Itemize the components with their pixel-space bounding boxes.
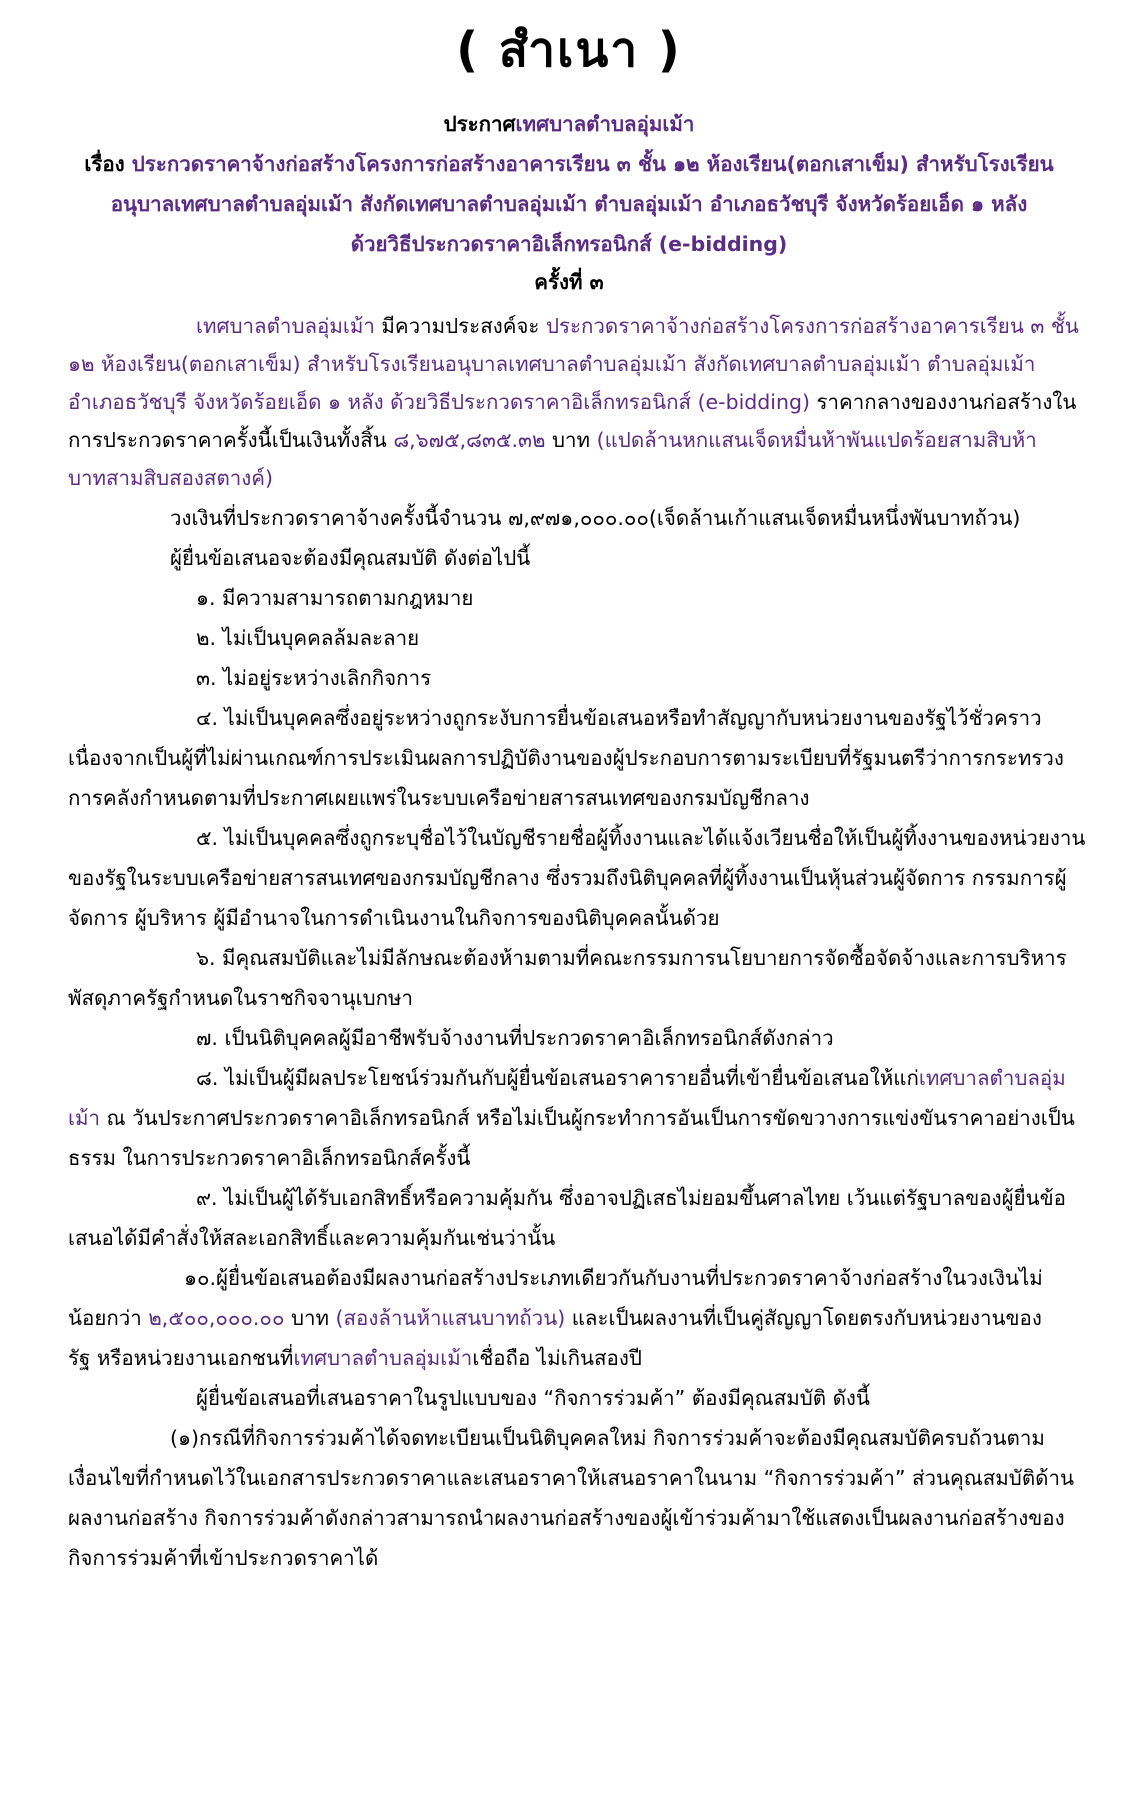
- joint-venture-item-1-cont: ผลงานก่อสร้าง กิจการร่วมค้าดังกล่าวสามารถนำผลงานก่อสร้างของผู้เข้าร่วมค้ามาใช้แสดงเป็นผลงานก่อสร้างของ: [68, 1506, 1065, 1530]
- item-5-cont: จัดการ ผู้บริหาร ผู้มีอำนาจในการดำเนินงานในกิจการของนิติบุคคลนั้นด้วย: [68, 906, 720, 930]
- item-10-cont: น้อยกว่า ๒,๕๐๐,๐๐๐.๐๐ บาท (สองล้านห้าแสนบาทถ้วน) และเป็นผลงานที่เป็นคู่สัญญาโดยตรงกับหน่วยงานของ: [68, 1306, 1042, 1330]
- round-number: ครั้งที่ ๓: [534, 270, 604, 294]
- item-5-cont: ของรัฐในระบบเครือข่ายสารสนเทศของกรมบัญชีกลาง ซึ่งรวมถึงนิติบุคคลที่ผู้ทิ้งงานเป็นหุ้นส่วนผู้จัดการ กรรมการผู้: [68, 866, 1067, 890]
- item-10-cont: รัฐ หรือหน่วยงานเอกชนที่เทศบาลตำบลอุ่มเม้าเชื่อถือ ไม่เกินสองปี: [68, 1346, 642, 1370]
- item-4: ๔. ไม่เป็นบุคคลซึ่งอยู่ระหว่างถูกระงับการยื่นข้อเสนอหรือทำสัญญากับหน่วยงานของรัฐไว้ชั่วคราว: [196, 706, 1042, 730]
- intro-line: อำเภอธวัชบุรี จังหวัดร้อยเอ็ด ๑ หลัง ด้วยวิธีประกวดราคาอิเล็กทรอนิกส์ (e-bidding) ราคากลางของงานก่อสร้างใน: [68, 390, 1077, 414]
- joint-venture-item-1-cont: เงื่อนไขที่กำหนดไว้ในเอกสารประกวดราคาและเสนอราคาให้เสนอราคาในนาม “กิจการร่วมค้า” ส่วนคุณสมบัติด้าน: [68, 1466, 1074, 1490]
- item-5: ๕. ไม่เป็นบุคคลซึ่งถูกระบุชื่อไว้ในบัญชีรายชื่อผู้ทิ้งงานและได้แจ้งเวียนชื่อให้เป็นผู้ทิ้งงานของหน่วยงาน: [196, 826, 1086, 850]
- joint-venture-item-1-cont: กิจการร่วมค้าที่เข้าประกวดราคาได้: [68, 1546, 379, 1570]
- item-6-cont: พัสดุภาครัฐกำหนดในราชกิจจานุเบกษา: [68, 986, 414, 1010]
- item-9-cont: เสนอได้มีคำสั่งให้สละเอกสิทธิ์และความคุ้มกันเช่นว่านั้น: [68, 1226, 556, 1250]
- item-7: ๗. เป็นนิติบุคคลผู้มีอาชีพรับจ้างงานที่ประกวดราคาอิเล็กทรอนิกส์ดังกล่าว: [196, 1026, 834, 1050]
- copy-stamp: ( สำเนา ): [456, 22, 682, 78]
- intro-line: เทศบาลตำบลอุ่มเม้า มีความประสงค์จะ ประกวดราคาจ้างก่อสร้างโครงการก่อสร้างอาคารเรียน ๓ ชั้น: [196, 314, 1079, 338]
- item-1: ๑. มีความสามารถตามกฎหมาย: [196, 586, 474, 610]
- subject-line: เรื่อง ประกวดราคาจ้างก่อสร้างโครงการก่อสร้างอาคารเรียน ๓ ชั้น ๑๒ ห้องเรียน(ตอกเสาเข็ม) สำหรับโรงเรียน: [84, 152, 1054, 176]
- qualification-intro: ผู้ยื่นข้อเสนอจะต้องมีคุณสมบัติ ดังต่อไปนี้: [170, 546, 531, 570]
- intro-line: การประกวดราคาครั้งนี้เป็นเงินทั้งสิ้น ๘,๖๗๕,๘๓๕.๓๒ บาท (แปดล้านหกแสนเจ็ดหมื่นห้าพันแปดร้อยสามสิบห้า: [68, 428, 1037, 452]
- item-8: ๘. ไม่เป็นผู้มีผลประโยชน์ร่วมกันกับผู้ยื่นข้อเสนอราคารายอื่นที่เข้ายื่นข้อเสนอให้แก่เทศบาลตำบลอุ่ม: [196, 1066, 1066, 1090]
- intro-line: บาทสามสิบสองสตางค์): [68, 466, 273, 490]
- joint-venture-item-1: (๑)กรณีที่กิจการร่วมค้าได้จดทะเบียนเป็นนิติบุคคลใหม่ กิจการร่วมค้าจะต้องมีคุณสมบัติครบถ้วนตาม: [170, 1426, 1045, 1450]
- intro-line: ๑๒ ห้องเรียน(ตอกเสาเข็ม) สำหรับโรงเรียนอนุบาลเทศบาลตำบลอุ่มเม้า สังกัดเทศบาลตำบลอุ่มเม้า ตำบลอุ่มเม้า: [68, 352, 1036, 376]
- item-8-cont: ธรรม ในการประกวดราคาอิเล็กทรอนิกส์ครั้งนี้: [68, 1146, 471, 1170]
- item-2: ๒. ไม่เป็นบุคคลล้มละลาย: [196, 626, 420, 650]
- item-9: ๙. ไม่เป็นผู้ได้รับเอกสิทธิ์หรือความคุ้มกัน ซึ่งอาจปฏิเสธไม่ยอมขึ้นศาลไทย เว้นแต่รัฐบาลของผู้ยื่นข้อ: [196, 1186, 1066, 1210]
- subject-line: อนุบาลเทศบาลตำบลอุ่มเม้า สังกัดเทศบาลตำบลอุ่มเม้า ตำบลอุ่มเม้า อำเภอธวัชบุรี จังหวัดร้อยเอ็ด ๑ หลัง: [110, 192, 1028, 216]
- item-6: ๖. มีคุณสมบัติและไม่มีลักษณะต้องห้ามตามที่คณะกรรมการนโยบายการจัดซื้อจัดจ้างและการบริหาร: [196, 946, 1067, 970]
- item-4-cont: การคลังกำหนดตามที่ประกาศเผยแพร่ในระบบเครือข่ายสารสนเทศของกรมบัญชีกลาง: [68, 786, 810, 810]
- joint-venture-intro: ผู้ยื่นข้อเสนอที่เสนอราคาในรูปแบบของ “กิจการร่วมค้า” ต้องมีคุณสมบัติ ดังนี้: [196, 1386, 870, 1410]
- announcement-line: ประกาศเทศบาลตำบลอุ่มเม้า: [443, 112, 695, 136]
- item-4-cont: เนื่องจากเป็นผู้ที่ไม่ผ่านเกณฑ์การประเมินผลการปฏิบัติงานของผู้ประกอบการตามระเบียบที่รัฐมนตรีว่าการกระทรวง: [68, 746, 1064, 770]
- item-8-cont: เม้า ณ วันประกาศประกวดราคาอิเล็กทรอนิกส์ หรือไม่เป็นผู้กระทำการอันเป็นการขัดขวางการแข่งขันราคาอย่างเป็น: [68, 1106, 1075, 1130]
- subject-line: ด้วยวิธีประกวดราคาอิเล็กทรอนิกส์ (e-bidding): [350, 232, 788, 256]
- item-3: ๓. ไม่อยู่ระหว่างเลิกกิจการ: [196, 666, 432, 690]
- budget-line: วงเงินที่ประกวดราคาจ้างครั้งนี้จำนวน ๗,๙๗๑,๐๐๐.๐๐(เจ็ดล้านเก้าแสนเจ็ดหมื่นหนึ่งพันบาทถ้วน): [170, 506, 1021, 530]
- item-10: ๑๐.ผู้ยื่นข้อเสนอต้องมีผลงานก่อสร้างประเภทเดียวกันกับงานที่ประกวดราคาจ้างก่อสร้างในวงเงินไม่: [184, 1266, 1043, 1290]
